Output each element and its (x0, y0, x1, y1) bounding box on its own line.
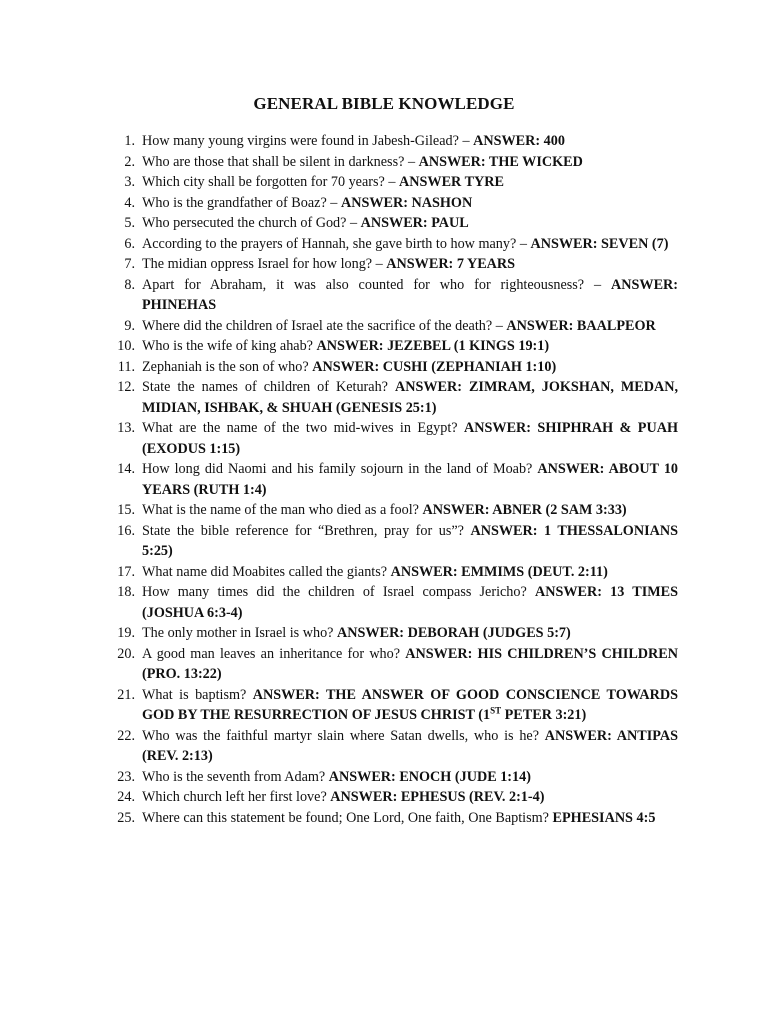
answer-text: ANSWER: PHINEHAS (142, 276, 679, 313)
question-number: 12. (117, 379, 135, 395)
page-title: GENERAL BIBLE KNOWLEDGE (253, 94, 515, 113)
question-text: Who is the seventh from Adam? (142, 768, 326, 785)
question-number: 9. (124, 317, 135, 334)
question-body (135, 234, 678, 255)
question-text: Who are those that shall be silent in darkness? – (142, 153, 416, 170)
question-number: 6. (124, 235, 135, 252)
question-text: Who was the faithful martyr slain where Satan dwells, who is he? (142, 727, 540, 744)
question-body (135, 275, 678, 316)
question-item (100, 377, 678, 418)
question-number: 18. (117, 584, 135, 600)
question-number: 11. (117, 358, 135, 375)
question-item (100, 808, 678, 829)
question-body (135, 131, 678, 152)
question-body (135, 418, 678, 459)
question-text: How many young virgins were found in Jabesh-Gilead? – (142, 133, 470, 149)
question-item (100, 459, 678, 500)
answer-text: ANSWER: 400 (473, 133, 565, 149)
question-item (100, 254, 678, 275)
answer-superscript: ST (490, 705, 502, 716)
question-item (100, 131, 678, 152)
question-item (100, 500, 678, 521)
question-number: 22. (117, 727, 135, 744)
question-item (100, 316, 678, 337)
question-item (100, 685, 678, 726)
question-item (100, 213, 678, 234)
question-number: 4. (124, 194, 135, 211)
question-number: 7. (124, 256, 135, 272)
question-body (135, 152, 678, 173)
question-item (100, 193, 678, 214)
question-text: The only mother in Israel is who? (142, 625, 334, 641)
question-item (100, 521, 678, 562)
question-item (100, 623, 678, 644)
question-text: Who persecuted the church of God? – (142, 215, 358, 231)
question-list (100, 131, 678, 828)
question-body (135, 644, 678, 685)
question-text: Who is the wife of king ahab? (142, 338, 313, 354)
question-text: Zephaniah is the son of who? (142, 358, 309, 375)
answer-text: ANSWER: HIS CHILDREN’S CHILDREN (PRO. 13:22) (142, 645, 679, 682)
answer-text: ANSWER: PAUL (360, 215, 469, 231)
question-body (135, 336, 678, 357)
question-text: State the names of children of Keturah? (142, 379, 388, 395)
question-body (135, 685, 678, 726)
question-number: 14. (117, 461, 135, 477)
question-item (100, 767, 678, 788)
answer-text: ANSWER: THE WICKED (418, 153, 583, 170)
answer-text: ANSWER: 7 YEARS (386, 256, 516, 272)
question-text: What are the name of the two mid-wives in Egypt? (142, 420, 458, 436)
answer-text: ANSWER: EMMIMS (DEUT. 2:11) (390, 563, 608, 580)
answer-text: ANSWER: ABNER (2 SAM 3:33) (422, 502, 627, 518)
question-body (135, 172, 678, 193)
question-body (135, 213, 678, 234)
question-number: 16. (117, 522, 135, 539)
question-text: How long did Naomi and his family sojourn in the land of Moab? (142, 461, 533, 477)
question-item (100, 582, 678, 623)
answer-text: ANSWER: 1 THESSALONIANS 5:25) (142, 522, 678, 559)
question-body (135, 500, 678, 521)
question-number: 8. (124, 276, 135, 293)
question-item (100, 336, 678, 357)
answer-text: ANSWER TYRE (399, 174, 505, 190)
answer-text-continued: PETER 3:21) (501, 707, 587, 723)
question-body (135, 254, 678, 275)
question-text: Which church left her first love? (142, 789, 327, 805)
question-text: Who is the grandfather of Boaz? – (142, 194, 338, 211)
answer-text: ANSWER: THE ANSWER OF GOOD CONSCIENCE TOWARDS GOD BY THE RESURRECTION OF JESUS CHRIST (1 (142, 686, 679, 723)
answer-text: ANSWER: ABOUT 10 YEARS (RUTH 1:4) (142, 461, 679, 498)
answer-text: ANSWER: DEBORAH (JUDGES 5:7) (337, 625, 571, 641)
question-body (135, 357, 678, 378)
question-item (100, 418, 678, 459)
question-item (100, 275, 678, 316)
question-text: Where did the children of Israel ate the sacrifice of the death? – (142, 317, 503, 334)
question-text: What is the name of the man who died as a fool? (142, 502, 419, 518)
question-number: 10. (117, 338, 135, 354)
question-item (100, 234, 678, 255)
question-text: Where can this statement be found; One Lord, One faith, One Baptism? (142, 809, 549, 826)
question-item (100, 726, 678, 767)
question-number: 1. (124, 133, 135, 149)
answer-text: ANSWER: EPHESUS (REV. 2:1-4) (330, 789, 545, 805)
question-number: 5. (124, 215, 135, 231)
question-item (100, 152, 678, 173)
question-body (135, 377, 678, 418)
question-item (100, 644, 678, 685)
answer-text: ANSWER: ENOCH (JUDE 1:14) (328, 768, 531, 785)
question-text: How many times did the children of Israel compass Jericho? (142, 584, 527, 600)
question-text: What name did Moabites called the giants? (142, 563, 388, 580)
question-number: 19. (117, 625, 135, 641)
question-text: What is baptism? (142, 686, 247, 703)
answer-text: ANSWER: ANTIPAS (REV. 2:13) (142, 727, 678, 764)
question-item (100, 172, 678, 193)
question-body (135, 787, 678, 808)
question-body (135, 521, 678, 562)
question-text: State the bible reference for “Brethren, pray for us”? (142, 522, 464, 539)
question-text: According to the prayers of Hannah, she gave birth to how many? – (142, 235, 527, 252)
answer-text: EPHESIANS 4:5 (552, 809, 656, 826)
answer-text: ANSWER: BAALPEOR (506, 317, 656, 334)
question-text: Apart for Abraham, it was also counted for who for righteousness? – (142, 276, 602, 293)
question-number: 15. (117, 502, 135, 518)
question-number: 17. (117, 563, 135, 580)
question-body (135, 316, 678, 337)
answer-text: ANSWER: SHIPHRAH & PUAH (EXODUS 1:15) (142, 420, 678, 457)
answer-text: ANSWER: SEVEN (7) (530, 235, 669, 252)
question-item (100, 562, 678, 583)
answer-text: ANSWER: NASHON (340, 194, 473, 211)
question-number: 24. (117, 789, 135, 805)
question-number: 2. (124, 153, 135, 170)
question-body (135, 562, 678, 583)
answer-text: ANSWER: JEZEBEL (1 KINGS 19:1) (316, 338, 550, 354)
answer-text: ANSWER: 13 TIMES (JOSHUA 6:3-4) (142, 584, 678, 621)
question-body (135, 193, 678, 214)
question-item (100, 357, 678, 378)
question-number: 23. (117, 768, 135, 785)
question-body (135, 808, 678, 829)
question-number: 3. (124, 174, 135, 190)
question-number: 13. (117, 420, 135, 436)
question-body (135, 459, 678, 500)
question-body (135, 767, 678, 788)
question-number: 21. (117, 686, 135, 703)
answer-text: ANSWER: ZIMRAM, JOKSHAN, MEDAN, MIDIAN, ISHBAK, & SHUAH (GENESIS 25:1) (142, 379, 679, 416)
question-text: The midian oppress Israel for how long? – (142, 256, 383, 272)
question-number: 25. (117, 809, 135, 826)
question-body (135, 623, 678, 644)
question-text: Which city shall be forgotten for 70 years? – (142, 174, 396, 190)
question-text: A good man leaves an inheritance for who? (142, 645, 401, 662)
question-body (135, 726, 678, 767)
question-body (135, 582, 678, 623)
answer-text: ANSWER: CUSHI (ZEPHANIAH 1:10) (312, 358, 557, 375)
question-number: 20. (117, 645, 135, 662)
question-item (100, 787, 678, 808)
